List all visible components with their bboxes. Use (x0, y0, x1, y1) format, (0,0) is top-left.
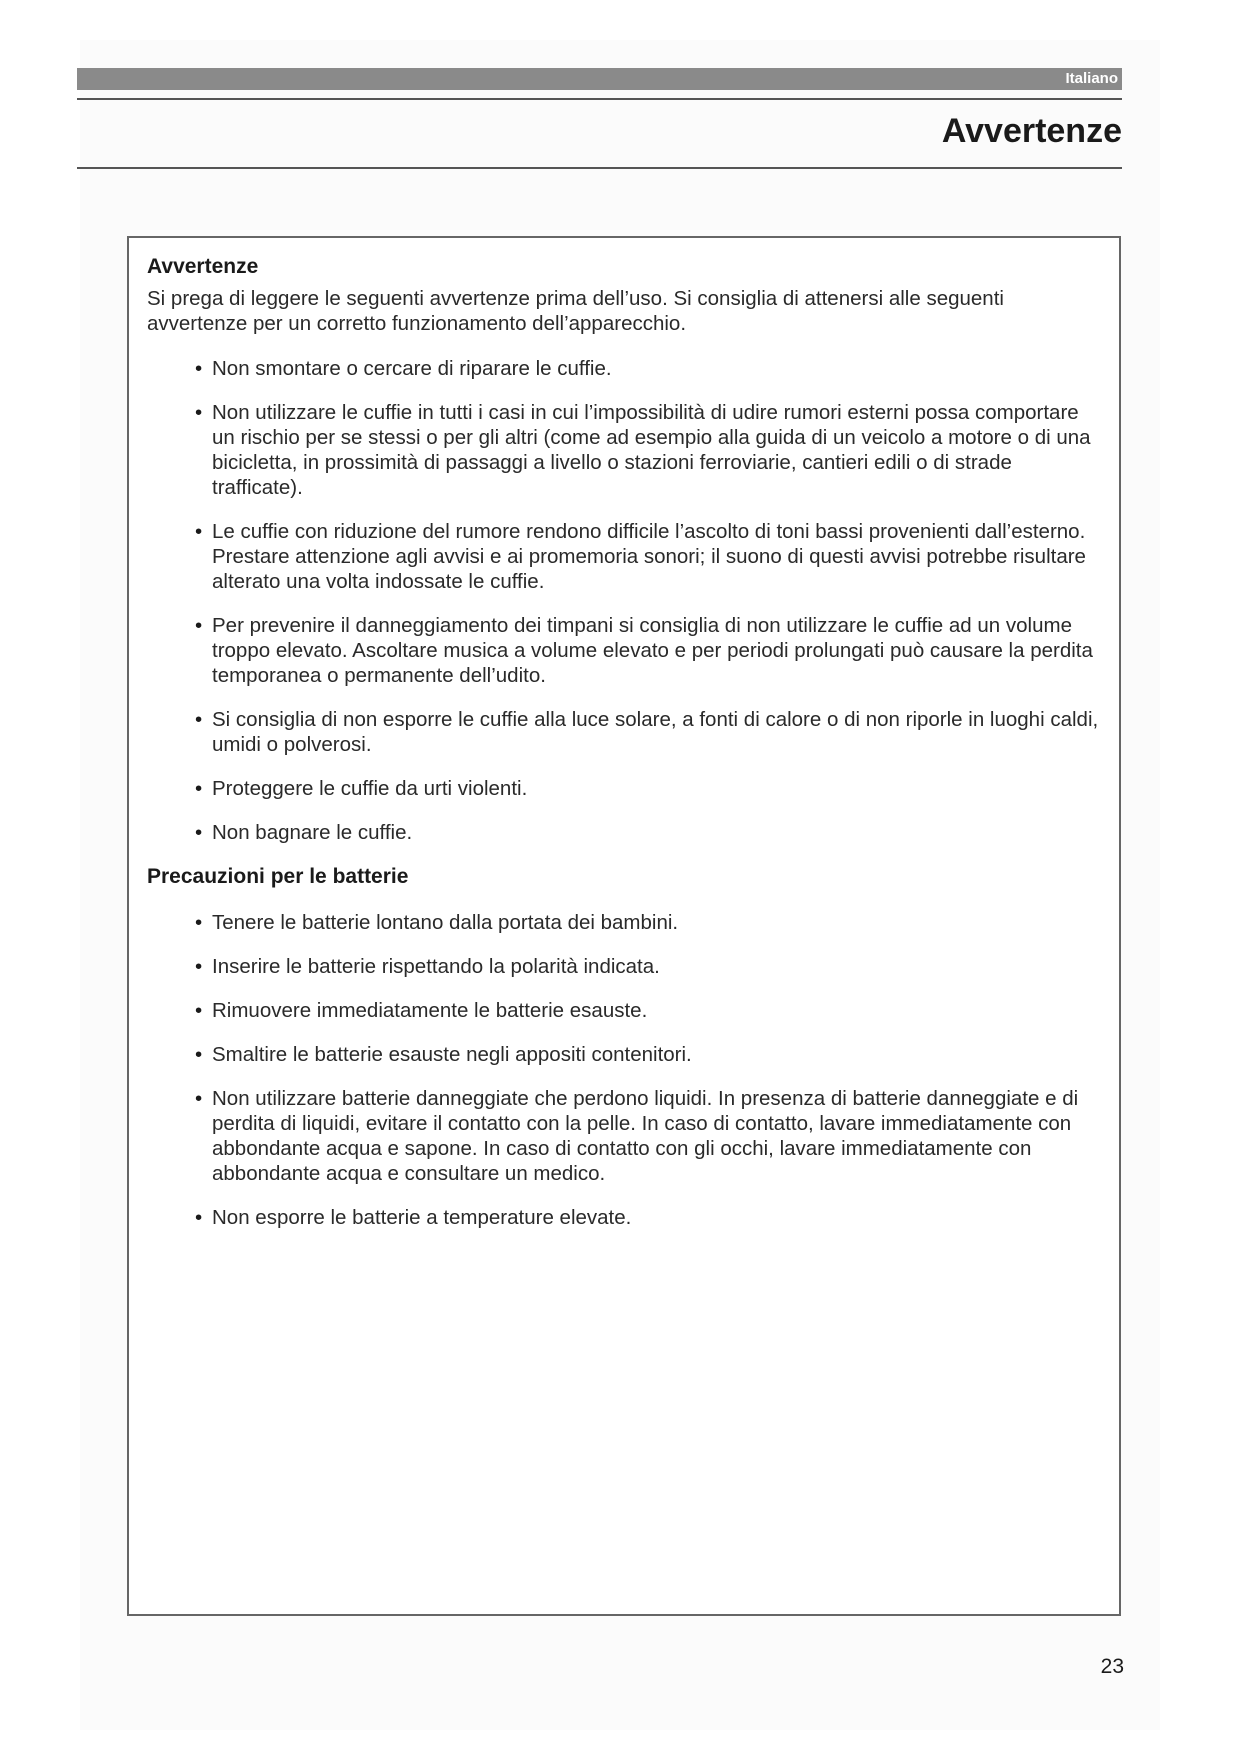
list-item: • Non esporre le batterie a temperature elevate. (195, 1205, 1101, 1230)
list-item: • Proteggere le cuffie da urti violenti. (195, 776, 1101, 801)
list-item: • Non utilizzare batterie danneggiate che perdono liquidi. In presenza di batterie danneggiate e di perdita di liquidi, evitare il contatto con la pelle. In caso di contatto, lavare immediatamente con abbondante acqua e sapone. In caso di contatto con gli occhi, lavare immediatamente con abbondante acqua e consultare un medico. (195, 1086, 1101, 1186)
header-rule-bottom (77, 167, 1122, 169)
language-label: Italiano (1065, 70, 1118, 87)
language-bar (77, 68, 1122, 90)
page-title: Avvertenze (941, 112, 1122, 150)
battery-list (147, 910, 1101, 1230)
list-item: • Rimuovere immediatamente le batterie esauste. (195, 998, 1101, 1023)
list-item: • Non smontare o cercare di riparare le cuffie. (195, 356, 1101, 381)
list-item: • Inserire le batterie rispettando la polarità indicata. (195, 954, 1101, 979)
battery-section-title: Precauzioni per le batterie (147, 865, 409, 888)
list-item: • Smaltire le batterie esauste negli appositi contenitori. (195, 1042, 1101, 1067)
warnings-intro: Si prega di leggere le seguenti avvertenze prima dell’uso. Si consiglia di attenersi alle seguenti avvertenze per un corretto funzionamento dell’apparecchio. (147, 287, 1004, 335)
list-item: • Le cuffie con riduzione del rumore rendono difficile l’ascolto di toni bassi provenienti dall’esterno. Prestare attenzione agli avvisi e ai promemoria sonori; il suono di questi avvisi potrebbe risultare alterato una volta indossate le cuffie. (195, 519, 1101, 594)
warnings-box (127, 236, 1121, 1616)
list-item: • Non utilizzare le cuffie in tutti i casi in cui l’impossibilità di udire rumori esterni possa comportare un rischio per se stessi o per gli altri (come ad esempio alla guida di un veicolo a motore o di una bicicletta, in prossimità di passaggi a livello o stazioni ferroviarie, cantieri edili o di strade trafficate). (195, 400, 1101, 500)
list-item: • Si consiglia di non esporre le cuffie alla luce solare, a fonti di calore o di non riporle in luoghi caldi, umidi o polverosi. (195, 707, 1101, 757)
header-rule-top (77, 98, 1122, 100)
list-item: • Tenere le batterie lontano dalla portata dei bambini. (195, 910, 1101, 935)
page-number: 23 (1100, 1655, 1124, 1678)
warnings-list (147, 356, 1101, 845)
list-item: • Per prevenire il danneggiamento dei timpani si consiglia di non utilizzare le cuffie ad un volume troppo elevato. Ascoltare musica a volume elevato e per periodi prolungati può causare la perdita temporanea o permanente dell’udito. (195, 613, 1101, 688)
list-item: • Non bagnare le cuffie. (195, 820, 1101, 845)
warnings-section-title: Avvertenze (147, 255, 259, 278)
